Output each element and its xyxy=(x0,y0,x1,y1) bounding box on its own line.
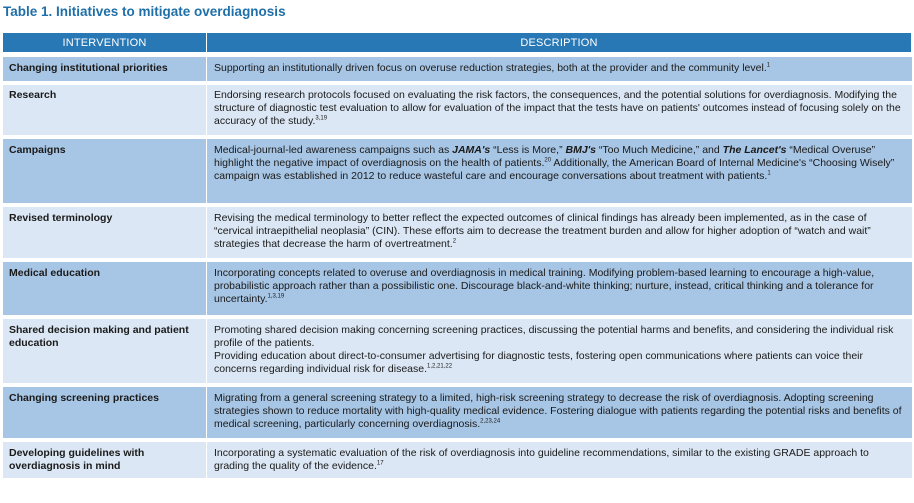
journal-name: The Lancet's xyxy=(722,144,787,156)
reference-superscript: 1 xyxy=(767,170,771,177)
table-row xyxy=(3,442,912,478)
description-text: Revising the medical terminology to better reflect the expected outcomes of clinical findings has already been implemented, as in the case of “cervical intraepithelial neoplasia” (CIN). These efforts aim to decrease the treatment burden and allow for higher adoption of “watch and wait” strategies that decrease the harm of overtreatment. xyxy=(214,212,871,250)
description-cell xyxy=(207,139,912,203)
reference-superscript: 1 xyxy=(766,62,771,69)
description-text: Supporting an institutionally driven focus on overuse reduction strategies, both at the provider and the community level. xyxy=(214,62,767,74)
description-cell xyxy=(207,319,912,383)
description-text: Incorporating concepts related to overuse and overdiagnosis in medical training. Modifying problem-based learning to encourage a high-value, probabilistic approach rather than a possibilistic one. Discourage black-and-white thinking; nurture, instead, critical thinking and a tolerance for uncertainty. xyxy=(214,267,875,305)
journal-name: BMJ's xyxy=(565,144,596,156)
column-header-intervention: INTERVENTION xyxy=(3,33,207,53)
reference-superscript: 1,2,21,22 xyxy=(427,363,453,370)
description-cell xyxy=(207,207,912,258)
description-text: Promoting shared decision making concerning screening practices, discussing the potential harms and benefits, and considering the individual risk profile of the patients. xyxy=(214,324,894,349)
description-cell xyxy=(207,262,912,315)
column-header-description: DESCRIPTION xyxy=(207,33,912,53)
table-row xyxy=(3,262,912,315)
table-row xyxy=(3,139,912,203)
table-row xyxy=(3,207,912,258)
journal-name: JAMA's xyxy=(452,144,491,156)
table-header-row xyxy=(3,33,912,53)
reference-superscript: 1,3,19 xyxy=(267,293,285,300)
description-text: Migrating from a general screening strategy to a limited, high-risk screening strategy to decrease the risk of overdiagnosis. Adopting screening strategies shown to reduce mortality with high-quality medical evidence. Fostering dialogue with patients regarding the potential risks and benefits of medical screening, particularly concerning overdiagnosis. xyxy=(214,392,902,430)
reference-superscript: 3,19 xyxy=(315,115,328,122)
description-text: Incorporating a systematic evaluation of the risk of overdiagnosis into guideline recommendations, similar to the existing GRADE approach to grading the quality of the evidence. xyxy=(214,447,869,472)
intervention-cell: Medical education xyxy=(3,262,207,315)
reference-superscript: 2 xyxy=(452,238,457,245)
table-row xyxy=(3,57,912,81)
intervention-cell: Changing screening practices xyxy=(3,387,207,438)
table-row xyxy=(3,85,912,135)
description-text: Additionally, the American Board of Internal Medicine's “Choosing Wisely” campaign was established in 2012 to reduce wasteful care and encourage conversations about treatment with patients. xyxy=(214,157,895,182)
description-text: “Too Much Medicine,” and xyxy=(596,144,723,156)
description-text: Medical-journal-led awareness campaigns such as xyxy=(214,144,453,156)
intervention-cell: Revised terminology xyxy=(3,207,207,258)
reference-superscript: 2,23,24 xyxy=(480,418,501,425)
table-row xyxy=(3,387,912,438)
intervention-cell: Changing institutional priorities xyxy=(3,57,207,81)
description-cell xyxy=(207,387,912,438)
description-text: “Medical Overuse” highlight the negative impact of overdiagnosis on the health of patients. xyxy=(214,144,876,169)
initiatives-table xyxy=(2,32,912,478)
description-text: “Less is More,” xyxy=(490,144,566,156)
description-cell xyxy=(207,85,912,135)
description-text: Endorsing research protocols focused on evaluating the risk factors, the consequences, and the potential solutions for overdiagnosis. Modifying the structure of diagnostic test evaluation to allow for evaluation of the impact that the tests have on patients' outcomes instead of focusing solely on the accuracy of the study. xyxy=(214,89,901,127)
intervention-cell: Developing guidelines with overdiagnosis in mind xyxy=(3,442,207,478)
description-cell xyxy=(207,57,912,81)
description-cell xyxy=(207,442,912,478)
reference-superscript: 17 xyxy=(376,460,384,467)
intervention-cell: Shared decision making and patient education xyxy=(3,319,207,383)
table-title: Table 1. Initiatives to mitigate overdiagnosis xyxy=(3,4,286,19)
table-row xyxy=(3,319,912,383)
description-text: Providing education about direct-to-consumer advertising for diagnostic tests, fostering open communications where patients can voice their concerns regarding individual risk for disease. xyxy=(214,350,864,375)
reference-superscript: 20 xyxy=(544,157,552,164)
intervention-cell: Research xyxy=(3,85,207,135)
intervention-cell: Campaigns xyxy=(3,139,207,203)
